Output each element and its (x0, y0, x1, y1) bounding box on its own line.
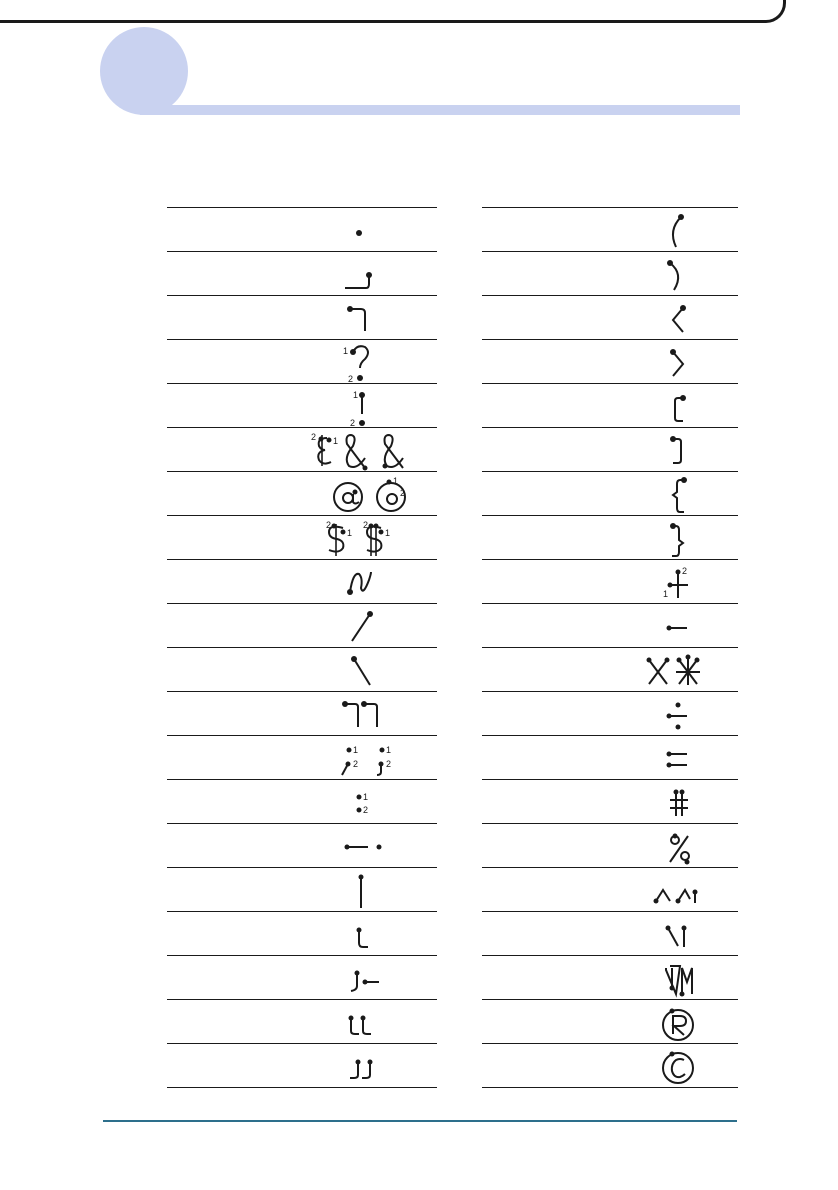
table-row (482, 912, 738, 956)
plus-sign-stroke-icon (618, 562, 718, 602)
period-stroke-icon (313, 210, 423, 250)
exclamation-mark-stroke-icon (313, 386, 423, 426)
stroke-order-label: 1 (353, 390, 359, 400)
at-sign-stroke-icon (313, 474, 423, 514)
apostrophe-stroke-icon (313, 298, 423, 338)
left-brace-stroke-icon (618, 474, 718, 514)
slash-stroke-icon (313, 606, 423, 646)
stroke-order-label: 2 (682, 566, 688, 576)
table-row (482, 780, 738, 824)
stroke-order-label: 1 (386, 745, 392, 755)
table-row (482, 252, 738, 296)
stroke-order-label: 2 (400, 488, 406, 498)
backslash-stroke-icon (313, 650, 423, 690)
trademark-stroke-icon (618, 958, 718, 998)
right-parenthesis-stroke-icon (618, 254, 718, 294)
table-row (482, 428, 738, 472)
tilde-stroke-icon (313, 562, 423, 602)
table-row (167, 516, 437, 560)
greater-than-stroke-icon (618, 342, 718, 382)
table-row (482, 384, 738, 428)
table-row (167, 912, 437, 956)
stroke-order-label: 2 (326, 520, 332, 530)
table-row (482, 560, 738, 604)
table-row (167, 824, 437, 868)
chapter-marker-circle (100, 27, 188, 115)
stroke-order-label: 2 (350, 418, 356, 428)
table-row (482, 868, 738, 912)
comma-stroke-icon (313, 254, 423, 294)
copyright-sign-stroke-icon (618, 1046, 718, 1086)
percent-sign-stroke-icon (618, 826, 718, 866)
table-row (167, 472, 437, 516)
registered-sign-stroke-icon (618, 1002, 718, 1042)
inverted-exclamation-stroke-icon (618, 914, 718, 954)
table-row (167, 252, 437, 296)
punctuation-strokes-table-right (482, 207, 738, 1088)
table-row (167, 296, 437, 340)
ampersand-stroke-icon (313, 430, 423, 470)
table-row (482, 736, 738, 780)
chapter-header-bar (140, 105, 740, 115)
pipe-stroke-icon (313, 870, 423, 910)
stroke-order-label: 2 (311, 432, 317, 442)
table-row (167, 1044, 437, 1088)
table-row (167, 868, 437, 912)
table-row (482, 604, 738, 648)
semicolon-stroke-icon (313, 738, 423, 778)
table-row (167, 736, 437, 780)
table-row (167, 560, 437, 604)
stroke-order-label: 2 (363, 520, 369, 530)
stroke-order-label: 1 (343, 346, 349, 356)
stroke-order-label: 1 (363, 792, 369, 802)
stroke-order-label: 2 (363, 805, 369, 815)
table-row (482, 1000, 738, 1044)
right-brace-stroke-icon (618, 518, 718, 558)
asterisk-stroke-icon (618, 650, 718, 690)
equals-sign-stroke-icon (618, 738, 718, 778)
stroke-order-label: 1 (353, 745, 359, 755)
table-row (482, 1044, 738, 1088)
question-mark-stroke-icon (313, 342, 423, 382)
table-row (482, 692, 738, 736)
stroke-order-label: 1 (393, 476, 399, 486)
table-row (167, 780, 437, 824)
caret-stroke-icon (618, 870, 718, 910)
table-row (482, 824, 738, 868)
less-than-stroke-icon (618, 298, 718, 338)
low-double-quote-stroke-icon (313, 1046, 423, 1086)
right-bracket-stroke-icon (618, 430, 718, 470)
stroke-order-label: 2 (386, 759, 392, 769)
table-row (482, 208, 738, 252)
tab-stroke-icon (313, 826, 423, 866)
table-row (167, 208, 437, 252)
stroke-order-label: 1 (333, 436, 339, 446)
table-row (482, 648, 738, 692)
footer-rule (103, 1120, 737, 1122)
table-row (482, 340, 738, 384)
table-row (167, 340, 437, 384)
underscore-stroke-icon (313, 914, 423, 954)
comma-hyphen-stroke-icon (313, 958, 423, 998)
table-row (482, 296, 738, 340)
table-row (167, 604, 437, 648)
low-quote-stroke-icon (313, 1002, 423, 1042)
left-parenthesis-stroke-icon (618, 210, 718, 250)
number-sign-stroke-icon (618, 782, 718, 822)
stroke-order-label: 1 (663, 589, 669, 599)
punctuation-strokes-table-left (167, 207, 437, 1088)
table-row (167, 648, 437, 692)
table-row (482, 956, 738, 1000)
table-row (482, 516, 738, 560)
division-sign-stroke-icon (618, 694, 718, 734)
table-row (167, 428, 437, 472)
left-bracket-stroke-icon (618, 386, 718, 426)
table-row (167, 956, 437, 1000)
table-row (482, 472, 738, 516)
stroke-order-label: 2 (353, 759, 359, 769)
table-row (167, 692, 437, 736)
page-edge-border (0, 0, 786, 23)
table-row (167, 384, 437, 428)
minus-sign-stroke-icon (618, 606, 718, 646)
quotation-mark-stroke-icon (313, 694, 423, 734)
dollar-sign-stroke-icon (313, 518, 423, 558)
table-row (167, 1000, 437, 1044)
stroke-order-label: 2 (348, 374, 354, 384)
stroke-order-label: 1 (385, 528, 391, 538)
colon-stroke-icon (313, 782, 423, 822)
stroke-order-label: 1 (347, 528, 353, 538)
